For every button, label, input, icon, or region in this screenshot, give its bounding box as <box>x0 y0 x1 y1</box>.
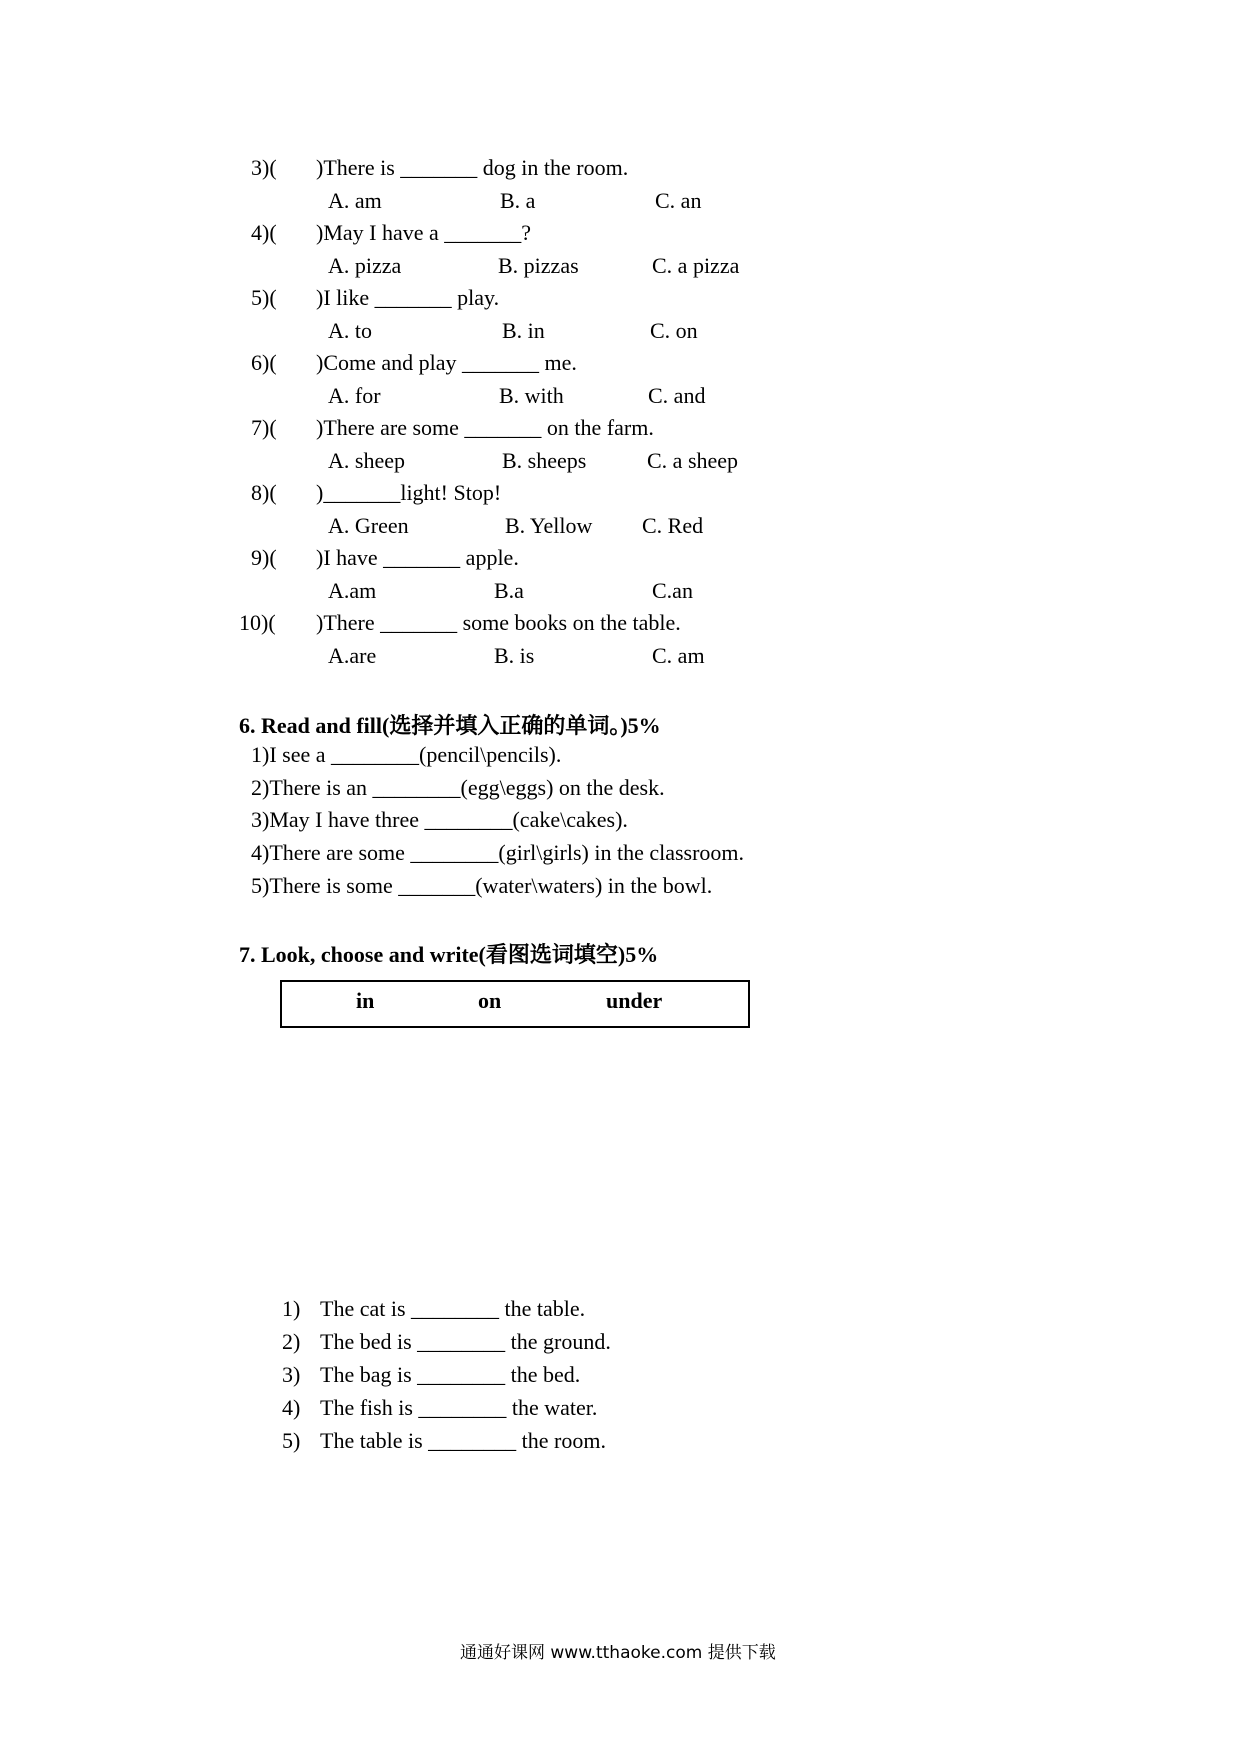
sentence-number: 5) <box>282 1428 301 1453</box>
option-b: B. in <box>502 318 545 343</box>
option-a: A. am <box>328 188 382 213</box>
section-6-heading: 6. Read and fill(选择并填入正确的单词。)5% <box>239 713 661 738</box>
footer-text: 通通好课网 www.tthaoke.com 提供下载 <box>460 1643 776 1663</box>
sentence-text: The fish is ________ the water. <box>320 1395 598 1420</box>
sentence-text: The cat is ________ the table. <box>320 1296 586 1321</box>
question-number: 4)( <box>251 220 277 245</box>
fill-item: 2)There is an ________(egg\eggs) on the desk. <box>251 775 665 800</box>
option-a: A. pizza <box>328 253 402 278</box>
fill-item: 3)May I have three ________(cake\cakes). <box>251 807 628 832</box>
option-a: A.am <box>328 578 377 603</box>
option-b: B. Yellow <box>505 513 593 538</box>
option-c: C. a sheep <box>647 448 739 473</box>
option-c: C. a pizza <box>652 253 740 278</box>
question-stem: )I have _______ apple. <box>316 545 519 570</box>
question-number: 3)( <box>251 155 277 180</box>
option-a: A. sheep <box>328 448 405 473</box>
question-number: 6)( <box>251 350 277 375</box>
question-number: 9)( <box>251 545 277 570</box>
question-stem: )_______light! Stop! <box>316 480 502 505</box>
question-stem: )There _______ some books on the table. <box>316 610 681 635</box>
option-a: A.are <box>328 643 377 668</box>
sentence-number: 2) <box>282 1329 301 1354</box>
option-c: C. and <box>648 383 706 408</box>
word-bank-word: under <box>606 988 663 1013</box>
sentence-text: The bed is ________ the ground. <box>320 1329 611 1354</box>
option-c: C. Red <box>642 513 704 538</box>
word-bank-word: in <box>356 988 375 1013</box>
question-stem: )There are some _______ on the farm. <box>316 415 654 440</box>
option-a: A. for <box>328 383 381 408</box>
option-c: C. am <box>652 643 705 668</box>
sentence-text: The bag is ________ the bed. <box>320 1362 581 1387</box>
fill-item: 4)There are some ________(girl\girls) in the classroom. <box>251 840 745 865</box>
option-b: B.a <box>494 578 524 603</box>
fill-item: 1)I see a ________(pencil\pencils). <box>251 742 562 767</box>
option-b: B. with <box>499 383 564 408</box>
word-bank-box <box>280 980 750 1028</box>
question-stem: )Come and play _______ me. <box>316 350 577 375</box>
question-number: 8)( <box>251 480 277 505</box>
option-a: A. to <box>328 318 372 343</box>
fill-item: 5)There is some _______(water\waters) in the bowl. <box>251 873 713 898</box>
question-number: 5)( <box>251 285 277 310</box>
question-stem: )There is _______ dog in the room. <box>316 155 629 180</box>
sentence-text: The table is ________ the room. <box>320 1428 606 1453</box>
option-c: C. an <box>655 188 702 213</box>
option-b: B. sheeps <box>502 448 587 473</box>
option-b: B. a <box>500 188 536 213</box>
sentence-number: 3) <box>282 1362 301 1387</box>
option-a: A. Green <box>328 513 409 538</box>
question-number: 10)( <box>239 610 276 635</box>
option-b: B. is <box>494 643 535 668</box>
sentence-number: 4) <box>282 1395 301 1420</box>
section-7-heading: 7. Look, choose and write(看图选词填空)5% <box>239 942 659 967</box>
question-stem: )I like _______ play. <box>316 285 500 310</box>
word-bank-word: on <box>478 988 502 1013</box>
option-c: C. on <box>650 318 698 343</box>
question-stem: )May I have a _______? <box>316 220 532 245</box>
option-b: B. pizzas <box>498 253 579 278</box>
sentence-number: 1) <box>282 1296 301 1321</box>
option-c: C.an <box>652 578 693 603</box>
question-number: 7)( <box>251 415 277 440</box>
